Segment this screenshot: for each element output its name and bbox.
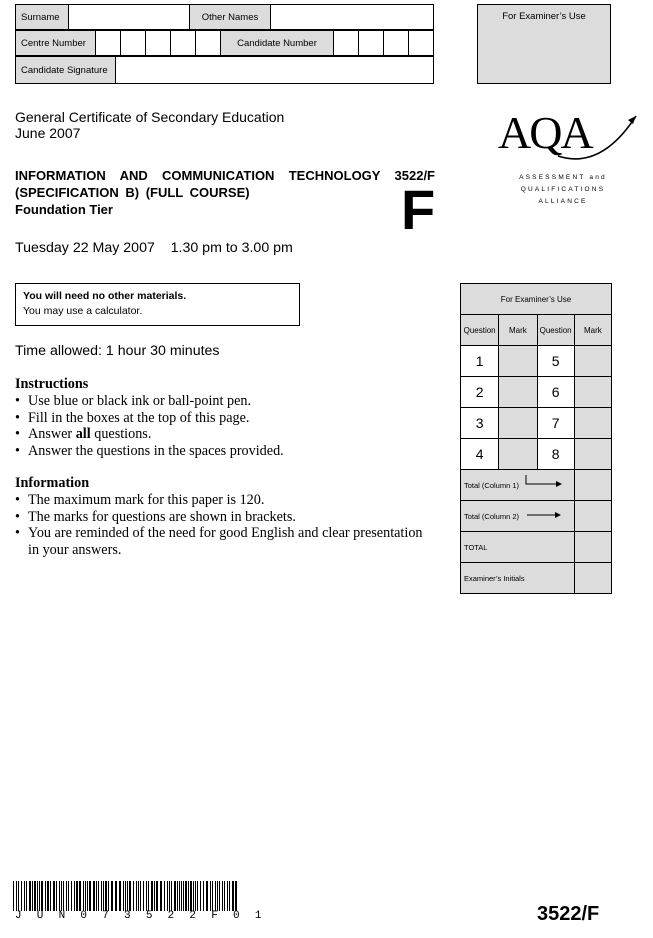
candidate-details-box	[15, 4, 434, 30]
total-cell[interactable]	[574, 532, 611, 563]
mark-cell[interactable]	[574, 439, 611, 470]
column-header-mark: Mark	[499, 315, 537, 346]
mark-cell[interactable]	[499, 408, 537, 439]
materials-line-2: You may use a calculator.	[23, 305, 143, 317]
candidate-number-label: Candidate Number	[221, 31, 334, 56]
mark-cell[interactable]	[574, 408, 611, 439]
barcode-text: J U N 0 7 3 5 2 2 F 0 1	[15, 910, 266, 922]
question-number: 5	[537, 346, 574, 377]
logo-line-2: QUALIFICATIONS	[520, 186, 606, 193]
list-item: • The maximum mark for this paper is 120.	[15, 492, 435, 509]
total-column-1-label: Total (Column 1)	[464, 480, 520, 490]
column-header-mark: Mark	[574, 315, 611, 346]
list-item: • Fill in the boxes at the top of this page.	[15, 410, 435, 427]
exam-session: June 2007	[15, 125, 81, 141]
emphasis-all: all	[75, 426, 91, 442]
total-label: TOTAL	[461, 532, 575, 563]
total-column-2-cell[interactable]	[574, 501, 611, 532]
centre-number-label: Centre Number	[16, 31, 96, 56]
tier-name: Foundation Tier	[15, 202, 113, 217]
number-row	[15, 30, 434, 56]
mark-cell[interactable]	[499, 377, 537, 408]
instructions-heading: Instructions	[15, 376, 89, 392]
swoosh-icon	[496, 108, 644, 178]
mark-cell[interactable]	[574, 346, 611, 377]
centre-number-digit[interactable]	[171, 31, 196, 56]
arrow-right-icon	[524, 474, 564, 490]
information-heading: Information	[15, 475, 90, 491]
title-line-2: (SPECIFICATION B) (FULL COURSE)	[15, 185, 250, 200]
instructions-list	[15, 393, 435, 459]
question-number: 3	[461, 408, 499, 439]
logo-line-3: ALLIANCE	[538, 198, 588, 205]
paper-title	[15, 167, 435, 218]
signature-field[interactable]	[116, 57, 434, 84]
materials-box	[15, 283, 300, 326]
exam-header	[15, 109, 284, 141]
examiner-use-box	[477, 4, 611, 84]
other-names-label: Other Names	[190, 5, 271, 30]
certificate-title: General Certificate of Secondary Education	[15, 109, 285, 125]
information-list	[15, 492, 435, 558]
examiner-table-title: For Examiner’s Use	[461, 284, 612, 315]
list-item: • Answer all questions.	[15, 426, 435, 443]
question-number: 8	[537, 439, 574, 470]
barcode-image	[13, 881, 239, 911]
question-number: 4	[461, 439, 499, 470]
examiner-initials-label: Examiner’s Initials	[461, 563, 575, 594]
aqa-logo-subtitle	[510, 172, 616, 208]
list-item: • The marks for questions are shown in brackets.	[15, 509, 435, 526]
aqa-logo-text: AQA	[498, 107, 592, 158]
total-column-1-row	[461, 470, 575, 501]
time-allowed: Time allowed: 1 hour 30 minutes	[15, 343, 220, 359]
total-column-2-label: Total (Column 2)	[464, 511, 520, 521]
mark-cell[interactable]	[499, 439, 537, 470]
barcode	[13, 881, 239, 911]
examiner-initials-cell[interactable]	[574, 563, 611, 594]
candidate-number-digit[interactable]	[409, 31, 434, 56]
other-names-field[interactable]	[271, 5, 434, 30]
candidate-number-digit[interactable]	[359, 31, 384, 56]
logo-line-1: ASSESSMENT and	[519, 174, 607, 181]
column-header-question: Question	[537, 315, 574, 346]
signature-label: Candidate Signature	[16, 57, 116, 84]
examiner-marks-table	[460, 283, 612, 594]
candidate-number-digit[interactable]	[334, 31, 359, 56]
surname-label: Surname	[16, 5, 69, 30]
tier-letter: F	[401, 178, 436, 241]
mark-cell[interactable]	[574, 377, 611, 408]
total-column-1-cell[interactable]	[574, 470, 611, 501]
signature-row	[15, 56, 434, 84]
centre-number-digit[interactable]	[146, 31, 171, 56]
arrow-right-icon	[527, 510, 563, 520]
list-item: • Answer the questions in the spaces provided.	[15, 443, 435, 460]
centre-number-digit[interactable]	[96, 31, 121, 56]
question-number: 1	[461, 346, 499, 377]
examiner-use-label: For Examiner’s Use	[502, 11, 586, 22]
candidate-number-digit[interactable]	[384, 31, 409, 56]
information-section	[15, 475, 435, 558]
exam-date-time: Tuesday 22 May 2007 1.30 pm to 3.00 pm	[15, 240, 293, 256]
centre-number-digit[interactable]	[121, 31, 146, 56]
surname-field[interactable]	[69, 5, 190, 30]
total-column-2-row	[461, 501, 575, 532]
materials-line-1: You will need no other materials.	[23, 290, 187, 302]
instructions-section	[15, 376, 435, 459]
paper-code: 3522/F	[537, 903, 600, 925]
mark-cell[interactable]	[499, 346, 537, 377]
question-number: 6	[537, 377, 574, 408]
list-item: • You are reminded of the need for good English and clear presentation in your answers.	[15, 525, 435, 558]
column-header-question: Question	[461, 315, 499, 346]
question-number: 2	[461, 377, 499, 408]
aqa-logo	[496, 108, 644, 208]
centre-number-digit[interactable]	[196, 31, 221, 56]
question-number: 7	[537, 408, 574, 439]
list-item: • Use blue or black ink or ball-point pen.	[15, 393, 435, 410]
title-line-1: INFORMATION AND COMMUNICATION TECHNOLOGY 3522/F	[15, 168, 435, 183]
